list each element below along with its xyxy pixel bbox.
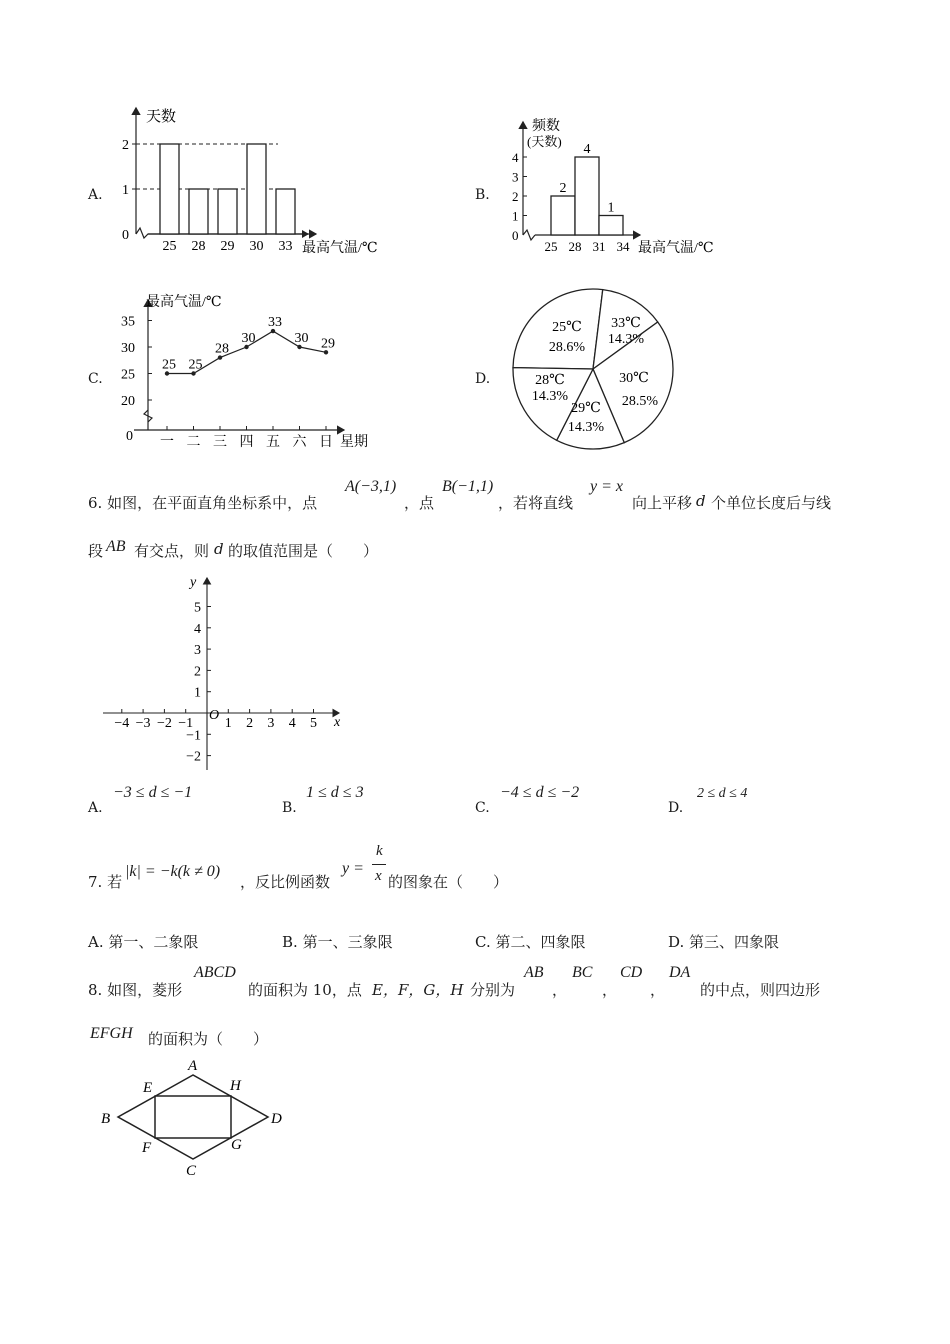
q8-comma-3: ，	[650, 981, 666, 999]
coordinate-plane	[95, 570, 355, 775]
vertex-e: E	[143, 1080, 153, 1096]
chart-b-ytick: 2	[512, 189, 519, 204]
chart-a-bar	[189, 189, 208, 234]
q6-line1	[88, 492, 317, 513]
option-a-label: A.	[88, 187, 103, 203]
chart-c-data-label: 28	[215, 341, 229, 357]
chart-c-xlabel: 星期	[340, 435, 368, 450]
option-c-label: C.	[88, 371, 103, 387]
vertex-f: F	[142, 1140, 152, 1156]
q7-option-b: B. 第一、三象限	[282, 933, 393, 951]
chart-b-ytick: 4	[512, 150, 519, 165]
q7-option-a: A. 第一、二象限	[88, 933, 199, 951]
chart-a-bar	[276, 189, 295, 234]
chart-c-data-label: 25	[188, 357, 203, 373]
chart-b-bar	[599, 216, 623, 236]
chart-c-xtick: 六	[292, 435, 307, 450]
q6-option-a: −3 ≤ d ≤ −1	[113, 784, 193, 801]
x-tick-label: 1	[224, 716, 232, 731]
q6-option-c: −4 ≤ d ≤ −2	[500, 784, 580, 801]
chart-c-xtick: 四	[239, 435, 254, 450]
chart-c-ytick: 35	[121, 314, 135, 330]
chart-b-bar	[551, 196, 575, 235]
q6-text-6: 段	[88, 542, 104, 560]
chart-b-data-label: 4	[583, 142, 591, 157]
q7-text-3: 的图象在（ ）	[388, 873, 509, 891]
q7-numerator: k	[376, 843, 383, 859]
origin-label: O	[209, 708, 220, 723]
x-tick-label: −4	[114, 716, 130, 731]
pie-pct-29: 14.3%	[567, 420, 605, 435]
q6-point-b: B(−1,1)	[442, 478, 494, 495]
x-axis-label: x	[334, 715, 341, 730]
q6-option-c-label: C.	[475, 800, 490, 816]
y-axis-label: y	[190, 575, 197, 590]
chart-c-ytick: 25	[121, 367, 135, 383]
q7-text-2: ，反比例函数	[240, 873, 331, 891]
chart-d-pie	[510, 287, 680, 452]
chart-a-ytick: 0	[122, 228, 129, 243]
chart-c-ytick: 30	[121, 341, 135, 356]
x-tick-label: 4	[288, 716, 296, 731]
q7-func-y: y =	[342, 860, 364, 877]
vertex-g: G	[231, 1137, 242, 1153]
q6-point-a: A(−3,1)	[345, 478, 397, 495]
chart-c-xtick: 一	[160, 435, 174, 450]
chart-c-data-label: 33	[268, 315, 282, 331]
q7-text-1: 7. 若	[88, 873, 123, 891]
x-tick-label: 2	[246, 716, 254, 731]
chart-b-xtick: 31	[592, 239, 606, 254]
q8-side-ab: AB	[524, 964, 544, 981]
chart-a-xtick: 25	[162, 239, 177, 254]
q6-option-d-label: D.	[668, 800, 684, 816]
chart-c-ylabel: 最高气温/℃	[146, 295, 222, 310]
chart-c-data-label: 25	[162, 357, 176, 373]
q7-denominator: x	[375, 868, 382, 884]
q6-option-b: 1 ≤ d ≤ 3	[306, 784, 364, 801]
chart-b-xtick: 28	[568, 239, 582, 254]
chart-a-bar	[218, 189, 237, 234]
q8-comma-1: ，	[552, 981, 568, 999]
pie-label-29: 29℃	[571, 401, 601, 416]
q7-fraction-bar	[372, 864, 386, 865]
q6-var-d: d	[696, 492, 706, 510]
q8-rhombus-abcd: ABCD	[194, 964, 236, 981]
y-tick-label: 3	[194, 643, 201, 659]
rhombus-abcd	[118, 1075, 268, 1159]
chart-b-xtick: 25	[544, 239, 558, 254]
q6-text-2: ，点	[404, 494, 435, 512]
q6-text-5: 个单位长度后与线	[711, 494, 832, 512]
q6-var-d-2: d	[214, 540, 224, 558]
q7-condition: |k| = −k(k ≠ 0)	[125, 863, 221, 880]
q6-text-4: 向上平移	[632, 494, 693, 512]
y-tick-label: 1	[194, 685, 201, 701]
pie-label-25: 25℃	[552, 320, 582, 335]
chart-b-histogram	[500, 112, 750, 262]
pie-pct-25: 28.6%	[548, 340, 586, 355]
pie-pct-33: 14.3%	[607, 332, 645, 347]
x-tick-label: 3	[267, 716, 275, 731]
q8-text-4: 的中点，则四边形	[700, 981, 821, 999]
chart-c-xtick: 五	[266, 435, 280, 450]
x-tick-label: −2	[156, 716, 172, 731]
pie-pct-30: 28.5%	[621, 394, 659, 409]
chart-c-data-label: 30	[241, 331, 256, 346]
pie-label-30: 30℃	[619, 371, 649, 386]
pie-label-33: 33℃	[611, 316, 641, 331]
y-tick-label: −2	[186, 749, 201, 765]
q8-side-da: DA	[669, 964, 691, 981]
q8-text-3: 分别为	[470, 981, 516, 999]
chart-b-ytick: 3	[512, 169, 519, 185]
x-tick-label: −1	[178, 716, 194, 731]
rectangle-efgh	[155, 1096, 231, 1138]
chart-a-ylabel: 天数	[146, 109, 177, 125]
chart-c-data-label: 30	[294, 331, 309, 346]
chart-b-xtick: 34	[616, 239, 630, 254]
q8-text-1: 8. 如图，菱形	[88, 981, 183, 999]
q8-comma-2: ，	[602, 981, 618, 999]
chart-c-xtick: 二	[186, 435, 201, 450]
chart-a-xtick: 30	[249, 239, 264, 254]
chart-a-xtick: 29	[220, 239, 235, 254]
y-tick-label: 4	[194, 621, 201, 637]
chart-c-xtick: 日	[319, 435, 333, 450]
chart-c-line	[112, 288, 382, 453]
q6-text-7: 有交点，则	[134, 542, 210, 560]
chart-b-data-label: 2	[559, 181, 567, 196]
chart-a-xlabel: 最高气温/℃	[302, 241, 378, 256]
x-tick-label: 5	[310, 716, 317, 731]
q6-option-a-label: A.	[88, 800, 103, 816]
q6-text-3: ，若将直线	[498, 494, 574, 512]
q8-side-cd: CD	[620, 964, 643, 981]
chart-a-ytick: 1	[122, 183, 129, 198]
vertex-d: D	[271, 1111, 282, 1127]
chart-a-ytick: 2	[122, 138, 129, 153]
q7-option-d: D. 第三、四象限	[668, 933, 780, 951]
rhombus-figure	[98, 1055, 293, 1180]
vertex-c: C	[186, 1163, 197, 1179]
x-tick-label: −3	[135, 716, 151, 731]
y-tick-label: 2	[194, 664, 201, 680]
q6-option-b-label: B.	[282, 800, 297, 816]
chart-b-ylabel-1: 频数	[532, 119, 560, 134]
pie-label-28: 28℃	[535, 373, 565, 388]
pie-pct-28: 14.3%	[531, 389, 569, 404]
vertex-a: A	[188, 1058, 198, 1074]
chart-b-ytick: 1	[512, 208, 519, 224]
y-tick-label: −1	[186, 728, 201, 744]
q6-segment-ab: AB	[106, 538, 126, 555]
chart-a-xtick: 33	[278, 239, 293, 254]
option-d-label: D.	[475, 371, 491, 387]
chart-c-xtick: 三	[213, 435, 227, 450]
chart-a-bar	[160, 144, 179, 234]
chart-a-bar	[247, 144, 266, 234]
chart-b-bar	[575, 157, 599, 235]
chart-c-ytick: 0	[126, 429, 133, 444]
q8-side-bc: BC	[572, 964, 593, 981]
chart-a-xtick: 28	[191, 239, 206, 254]
q7-option-c: C. 第二、四象限	[475, 933, 586, 951]
chart-b-ytick: 0	[512, 228, 519, 243]
chart-b-xlabel: 最高气温/℃	[638, 241, 714, 256]
chart-c-ytick: 20	[121, 394, 135, 409]
chart-b-data-label: 1	[607, 200, 615, 216]
vertex-b: B	[101, 1111, 111, 1127]
q8-quad-efgh: EFGH	[90, 1025, 133, 1042]
option-b-label: B.	[475, 187, 490, 203]
q8-text-2: 的面积为 10，点	[248, 981, 362, 999]
chart-c-data-label: 29	[321, 336, 335, 352]
q8-text-5: 的面积为（ ）	[148, 1030, 269, 1048]
q6-line-eq: y = x	[590, 478, 623, 495]
q8-points: E，F，G，H	[372, 981, 464, 999]
y-tick-label: 5	[194, 600, 201, 616]
q6-option-d: 2 ≤ d ≤ 4	[697, 786, 748, 801]
chart-b-ylabel-2: (天数)	[527, 134, 562, 149]
q6-text-8: 的取值范围是（ ）	[228, 542, 379, 560]
chart-a-bar	[118, 100, 418, 260]
vertex-h: H	[230, 1078, 241, 1094]
q6-text-1: 6. 如图，在平面直角坐标系中，点	[88, 494, 318, 512]
